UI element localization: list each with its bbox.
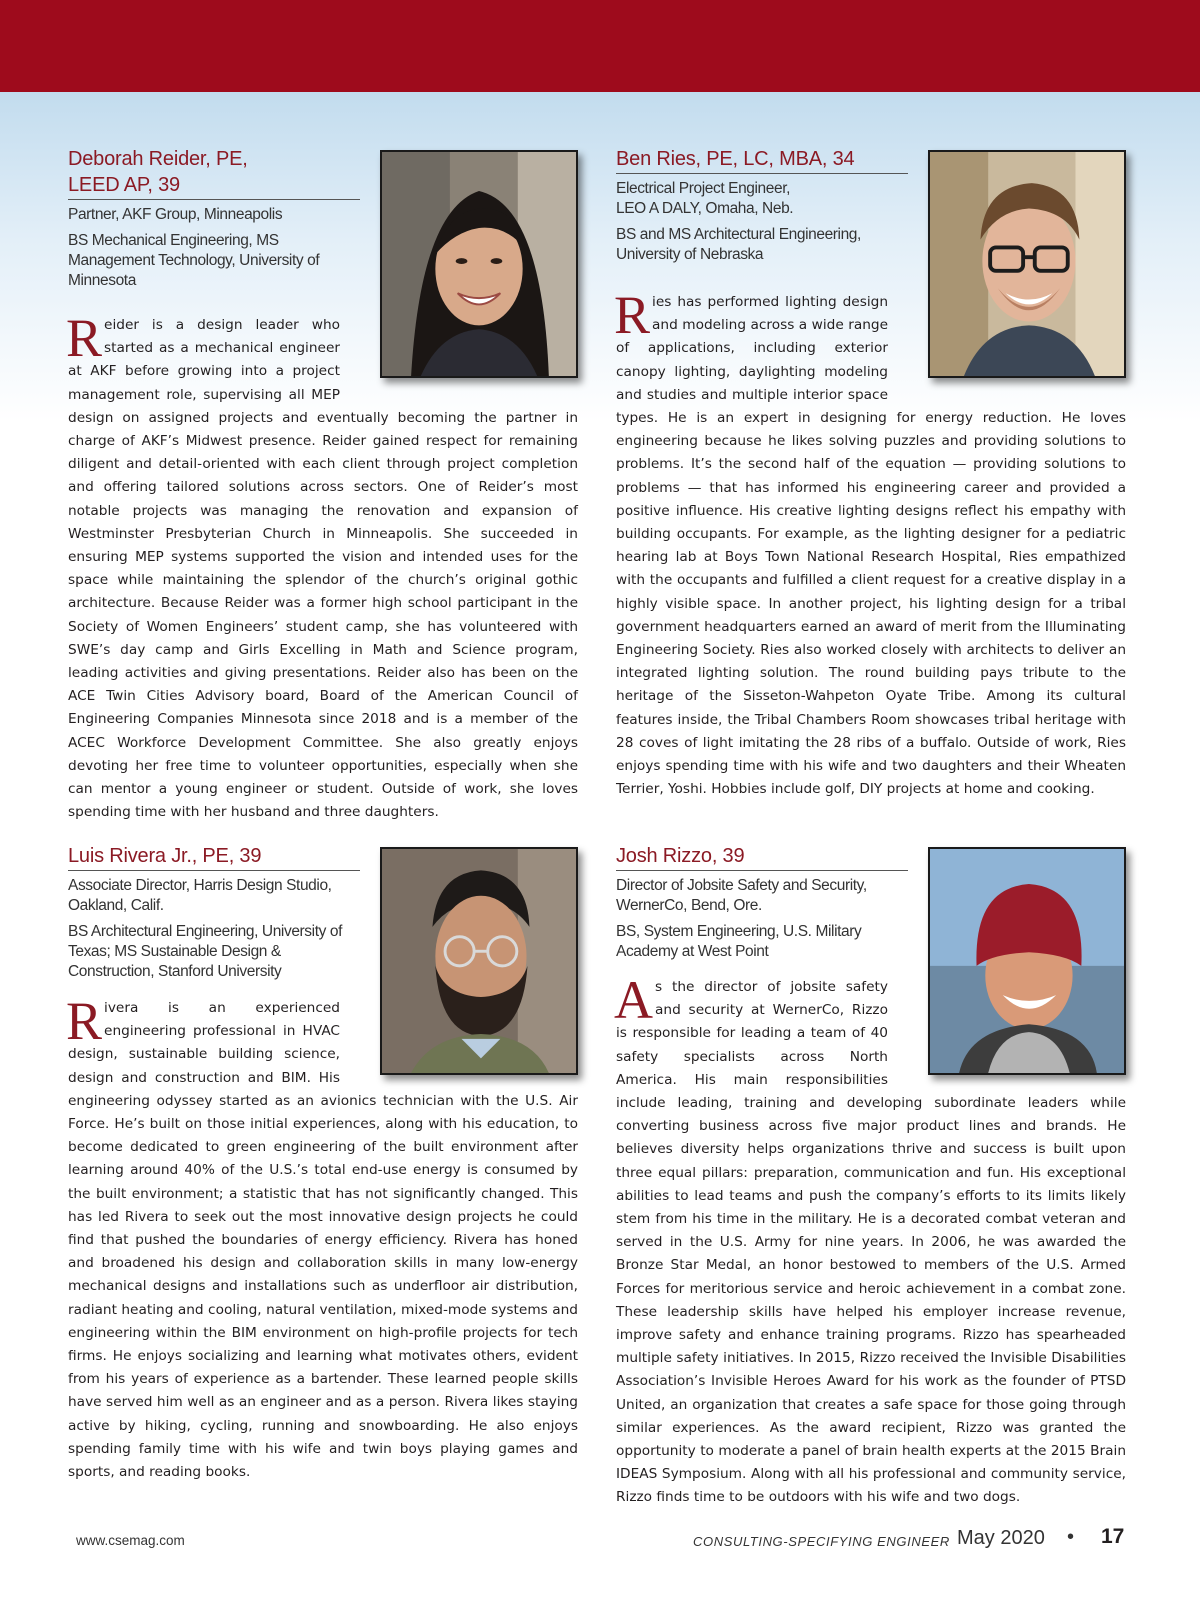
profile-luis-rivera xyxy=(68,843,583,1503)
footer-date: May 2020 xyxy=(957,1527,1045,1549)
profile-header xyxy=(616,843,908,968)
profile-josh-rizzo xyxy=(614,843,1131,1506)
profile-header xyxy=(68,146,360,297)
profile-header xyxy=(68,843,360,988)
page-number: 17 xyxy=(1101,1525,1125,1548)
profile-title: Associate Director, Harris Design Studio, Oakland, Calif. xyxy=(68,877,332,914)
profile-education: BS Mechanical Engineering, MS Management Technology, University of Minnesota xyxy=(68,232,320,289)
profile-education: BS Architectural Engineering, University of Texas; MS Sustainable Design & Construction, Stanford University xyxy=(68,923,342,980)
profile-bio: R ivera is an experienced engineering professional in HVAC design, sustainable building science, design and construction and BIM. His engineering odyssey started as an avionics technician with the U.S. Air Force. He’s built on those initial experiences, along with his education, to become dedicated to green engineering of the built environment after learning around 40% of the U.S.’s total end-use energy is consumed by the built environment; a statistic that has not significantly changed. This has led Rivera to seek out the most innovative design projects he could find that pushed the boundaries of energy efficiency. Rivera has honed and broadened his design and collaboration skills in many low-energy mechanical designs and installations such as underfloor air distribution, radiant heating and cooling, natural ventilation, mixed-mode systems and engineering within the BIM environment on high-profile projects for tech firms. He enjoys socializing and learning what motivates others, evident from his years of experience as a bartender. These learned people skills have served him well as an engineer and as a person. Rivera likes staying active by hiking, cycling, running and snowboarding. He also enjoys spending family time with his wife and twin boys playing games and sports, and reading books. xyxy=(66,991,578,1481)
profile-bio: R ies has performed lighting design and modeling across a wide range of applications, including exterior canopy lighting, daylighting modeling and studies and multiple interior space types. He is an expert in designing for energy reduction. He loves engineering because he likes solving puzzles and providing solutions to problems. It’s the second half of the equation — providing solutions to problems — that has informed his engineering career and provided a positive influence. His creative lighting designs reflect his empathy with building occupants. For example, as the lighting designer for a pediatric hearing lab at Boys Town National Research Hospital, Ries empathized with the occupants and fulfilled a client request for a creative display in a highly visible space. In another project, his lighting design for a tribal government headquarters earned an award of merit from the Illuminating Engineering Society. Ries also worked closely with architects to deliver an integrated lighting solution. The round building pays tribute to the heritage of the Sisseton-Wahpeton Oyate Tribe. Among its cultural features inside, the Tribal Chambers Room showcases tribal heritage with 28 coves of light imitating the 28 ribs of a buffalo. Outside of work, Ries enjoys spending time with his wife and two daughters and their Wheaten Terrier, Yoshi. Hobbies include golf, DIY projects at home and cooking. xyxy=(614,285,1126,798)
footer-magazine-name: CONSULTING-SPECIFYING ENGINEER xyxy=(693,1534,950,1549)
profile-name: Deborah Reider, PE, LEED AP, 39 xyxy=(68,146,360,200)
profile-name: Josh Rizzo, 39 xyxy=(616,843,908,871)
drop-cap: R xyxy=(614,285,651,345)
footer-url[interactable]: www.csemag.com xyxy=(76,1533,185,1548)
profile-ben-ries xyxy=(616,146,1131,806)
profile-header xyxy=(616,146,908,271)
profile-deborah-reider xyxy=(66,146,583,821)
profile-bio: A s the director of jobsite safety and security at WernerCo, Rizzo is responsible for leading a team of 40 safety specialists across North America. His main responsibilities include leading, training and developing subordinate leaders while converting business across five major product lines and brands. He believes diversity helps organizations thrive and success is built upon three equal pillars: preparation, communication and fun. His exceptional abilities to lead teams and push the company’s efforts to its limits likely stem from his time in the military. He is a decorated combat veteran and served in the U.S. Army for nine years. In 2006, he was awarded the Bronze Star Medal, an honor bestowed to members of the U.S. Armed Forces for meritorious service and heroic achievement in a combat zone. These leadership skills have helped his employer increase revenue, improve safety and enhance training programs. Rizzo has spearheaded multiple safety initiatives. In 2015, Rizzo received the Invisible Disabilities Association’s Invisible Heroes Award for his work as the founder of PTSD United, an organization that creates a safe space for those going through similar experiences. As the award recipient, Rizzo was granted the opportunity to moderate a panel of brain health experts at the 2015 Brain IDEAS Symposium. Along with all his professional and community service, Rizzo finds time to be outdoors with his wife and two dogs. xyxy=(614,970,1126,1506)
profile-education: BS and MS Architectural Engineering, University of Nebraska xyxy=(616,226,861,263)
profile-bio: R eider is a design leader who started as a mechanical engineer at AKF before growing into a project management role, supervising all MEP design on assigned projects and eventually becoming the partner in charge of AKF’s Midwest presence. Reider gained respect for remaining diligent and detail-oriented with each client through project completion and offering tailored solutions across sectors. One of Reider’s most notable projects was managing the renovation and expansion of Westminster Presbyterian Church in Minneapolis. She succeeded in ensuring MEP systems supported the vision and intended uses for the space while maintaining the splendor of the church’s original gothic architecture. Because Reider was a former high school participant in the Society of Women Engineers’ student camp, she has volunteered with SWE’s day camp and Girls Excelling in Math and Science program, leading activities and giving presentations. Reider also has been on the ACE Twin Cities Advisory board, Board of the American Council of Engineering Companies Minnesota since 2018 and is a member of the ACEC Workforce Development Committee. She also greatly enjoys devoting her free time to volunteer opportunities, especially when she can mentor a young engineer or student. Outside of work, she loves spending time with her husband and three daughters. xyxy=(66,308,578,821)
drop-cap: A xyxy=(614,970,653,1030)
profile-title: Electrical Project Engineer, LEO A DALY, Omaha, Neb. xyxy=(616,180,794,217)
profile-name: Ben Ries, PE, LC, MBA, 34 xyxy=(616,146,908,174)
top-banner xyxy=(0,0,1200,92)
footer-bullet: • xyxy=(1067,1526,1075,1548)
profile-name: Luis Rivera Jr., PE, 39 xyxy=(68,843,360,871)
drop-cap: R xyxy=(66,308,103,368)
profile-title: Director of Jobsite Safety and Security, WernerCo, Bend, Ore. xyxy=(616,877,867,914)
drop-cap: R xyxy=(66,991,103,1051)
profile-education: BS, System Engineering, U.S. Military Academy at West Point xyxy=(616,923,862,960)
profile-title: Partner, AKF Group, Minneapolis xyxy=(68,206,283,223)
